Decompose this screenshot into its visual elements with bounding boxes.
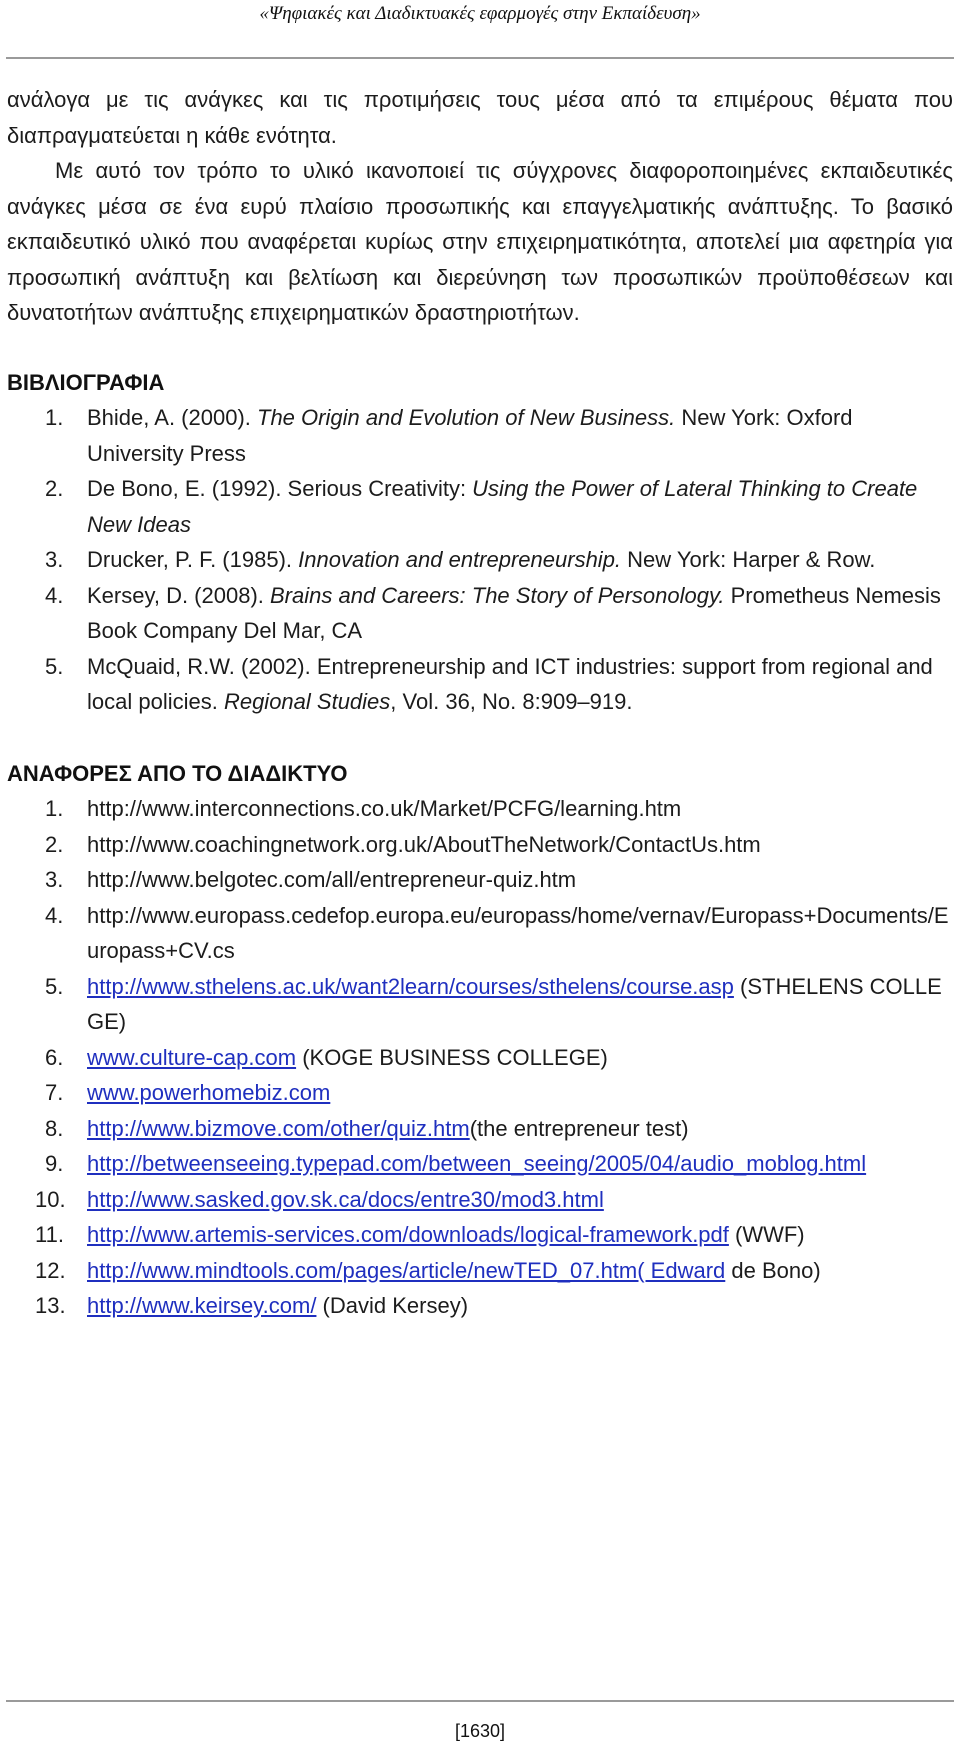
- item-number: 3.: [45, 867, 64, 892]
- item-number: 13.: [35, 1293, 66, 1318]
- web-reference-item: [7, 1288, 953, 1324]
- reference-note: (STHELENS COLLEGE): [87, 973, 942, 1034]
- web-reference-item: [7, 1075, 953, 1111]
- item-number: 1.: [45, 796, 64, 821]
- reference-link[interactable]: http://www.bizmove.com/other/quiz.htm: [87, 1115, 470, 1141]
- reference-url: http://www.interconnections.co.uk/Market/PCFG/learning.htm: [87, 796, 682, 821]
- item-number: 5.: [45, 653, 64, 679]
- web-reference-item: [7, 969, 953, 1040]
- item-number: 1.: [45, 405, 64, 430]
- ref-title: The Origin and Evolution of New Business.: [257, 405, 676, 430]
- running-header: «Ψηφιακές και Διαδικτυακές εφαρμογές στην Εκπαίδευση»: [259, 3, 701, 24]
- web-reference-item: [7, 1182, 953, 1218]
- ref-title: Regional Studies: [223, 689, 391, 714]
- ref-authors: Drucker, P. F. (1985).: [87, 547, 299, 572]
- header-divider: [6, 57, 954, 59]
- bibliography-item: [7, 471, 953, 542]
- ref-title: Brains and Careers: The Story of Personology.: [270, 582, 725, 608]
- reference-note: (the entrepreneur test): [469, 1115, 689, 1141]
- reference-link[interactable]: www.culture-cap.com: [87, 1044, 297, 1070]
- reference-link[interactable]: www.powerhomebiz.com: [87, 1080, 331, 1105]
- ref-publisher: , Vol. 36, No. 8:909–919.: [390, 689, 633, 714]
- reference-link[interactable]: http://betweenseeing.typepad.com/between_seeing/2005/04/audio_moblog.html: [87, 1151, 867, 1176]
- page-content: [7, 82, 953, 1324]
- item-number: 9.: [45, 1151, 64, 1176]
- item-number: 2.: [45, 476, 64, 501]
- reference-note: (David Kersey): [316, 1293, 469, 1318]
- web-reference-item: [7, 862, 953, 898]
- reference-url: http://www.coachingnetwork.org.uk/AboutTheNetwork/ContactUs.htm: [87, 831, 761, 857]
- ref-authors: De Bono, E. (1992). Serious Creativity:: [87, 476, 473, 501]
- reference-link[interactable]: http://www.sasked.gov.sk.ca/docs/entre30/mod3.html: [87, 1186, 604, 1212]
- web-reference-item: [7, 1040, 953, 1076]
- reference-note: (KOGE BUSINESS COLLEGE): [296, 1044, 608, 1070]
- ref-authors: Bhide, A. (2000).: [87, 405, 257, 430]
- item-number: 6.: [45, 1044, 64, 1070]
- bibliography-item: [7, 400, 953, 471]
- reference-link[interactable]: http://www.artemis-services.com/downloads/logical-framework.pdf: [87, 1222, 729, 1247]
- item-number: 4.: [45, 902, 64, 928]
- intro-paragraph-2: Με αυτό τον τρόπο το υλικό ικανοποιεί τις σύγχρονες διαφοροποιημένες εκπαιδευτικές ανάγκες μέσα σε ένα ευρύ πλαίσιο προσωπικής και επαγγελματικής ανάπτυξης. Το βασικό εκπαιδευτικό υλικό που αναφέρεται κυρίως στην επιχειρηματικότητα, αποτελεί μια αφετηρία για προσωπική ανάπτυξη και βελτίωση και διερεύνηση των προσωπικών προϋποθέσεων και δυνατοτήτων ανάπτυξης επιχειρηματικών δραστηριοτήτων.: [7, 158, 953, 325]
- web-reference-item: [7, 898, 953, 969]
- item-number: 2.: [45, 831, 64, 857]
- ref-title: Innovation and entrepreneurship.: [298, 547, 622, 572]
- reference-url: http://www.europass.cedefop.europa.eu/europass/home/vernav/Europass+Documents/Europass+CV.cs: [87, 902, 949, 963]
- item-number: 7.: [45, 1080, 64, 1105]
- web-reference-item: [7, 791, 953, 827]
- item-number: 5.: [45, 973, 64, 999]
- bibliography-item: [7, 542, 953, 578]
- intro-paragraph-1: ανάλογα με τις ανάγκες και τις προτιμήσεις τους μέσα από τα επιμέρους θέματα που διαπραγματεύεται η κάθε ενότητα.: [7, 87, 953, 148]
- ref-publisher: Prometheus Nemesis Book Company Del Mar, CA: [87, 582, 941, 643]
- web-reference-item: [7, 1253, 953, 1289]
- bibliography-item: [7, 578, 953, 649]
- reference-link[interactable]: http://www.sthelens.ac.uk/want2learn/courses/sthelens/course.asp: [87, 973, 734, 999]
- reference-link[interactable]: http://www.keirsey.com/: [87, 1293, 317, 1318]
- page-number: [1630]: [454, 1721, 506, 1741]
- web-reference-item: [7, 827, 953, 863]
- web-references-heading: ΑΝΑΦΟΡΕΣ ΑΠΟ ΤΟ ΔΙΑΔΙΚΤΥΟ: [7, 760, 348, 786]
- ref-publisher: New York: Harper & Row.: [621, 547, 876, 572]
- ref-authors: McQuaid, R.W. (2002). Entrepreneurship and ICT industries: support from regional and local policies.: [87, 653, 933, 714]
- bibliography-heading: ΒΙΒΛΙΟΓΡΑΦΙΑ: [7, 369, 165, 395]
- ref-authors: Kersey, D. (2008).: [87, 582, 270, 608]
- web-reference-item: [7, 1217, 953, 1253]
- reference-note: (WWF): [728, 1222, 805, 1247]
- reference-link[interactable]: http://www.mindtools.com/pages/article/newTED_07.htm( Edward: [87, 1257, 726, 1283]
- ref-publisher: New York: Oxford University Press: [87, 405, 853, 466]
- item-number: 4.: [45, 582, 64, 608]
- item-number: 10.: [35, 1186, 66, 1212]
- web-references-list: [7, 791, 953, 1324]
- item-number: 11.: [35, 1222, 64, 1247]
- reference-note: de Bono): [725, 1257, 821, 1283]
- item-number: 12.: [35, 1257, 66, 1283]
- item-number: 3.: [45, 547, 64, 572]
- reference-url: http://www.belgotec.com/all/entrepreneur-quiz.htm: [87, 867, 577, 892]
- web-reference-item: [7, 1146, 953, 1182]
- item-number: 8.: [45, 1115, 64, 1141]
- footer-divider: [6, 1700, 954, 1702]
- ref-title: Using the Power of Lateral Thinking to Create New Ideas: [87, 476, 918, 537]
- web-reference-item: [7, 1111, 953, 1147]
- bibliography-item: [7, 649, 953, 720]
- bibliography-list: [7, 400, 953, 720]
